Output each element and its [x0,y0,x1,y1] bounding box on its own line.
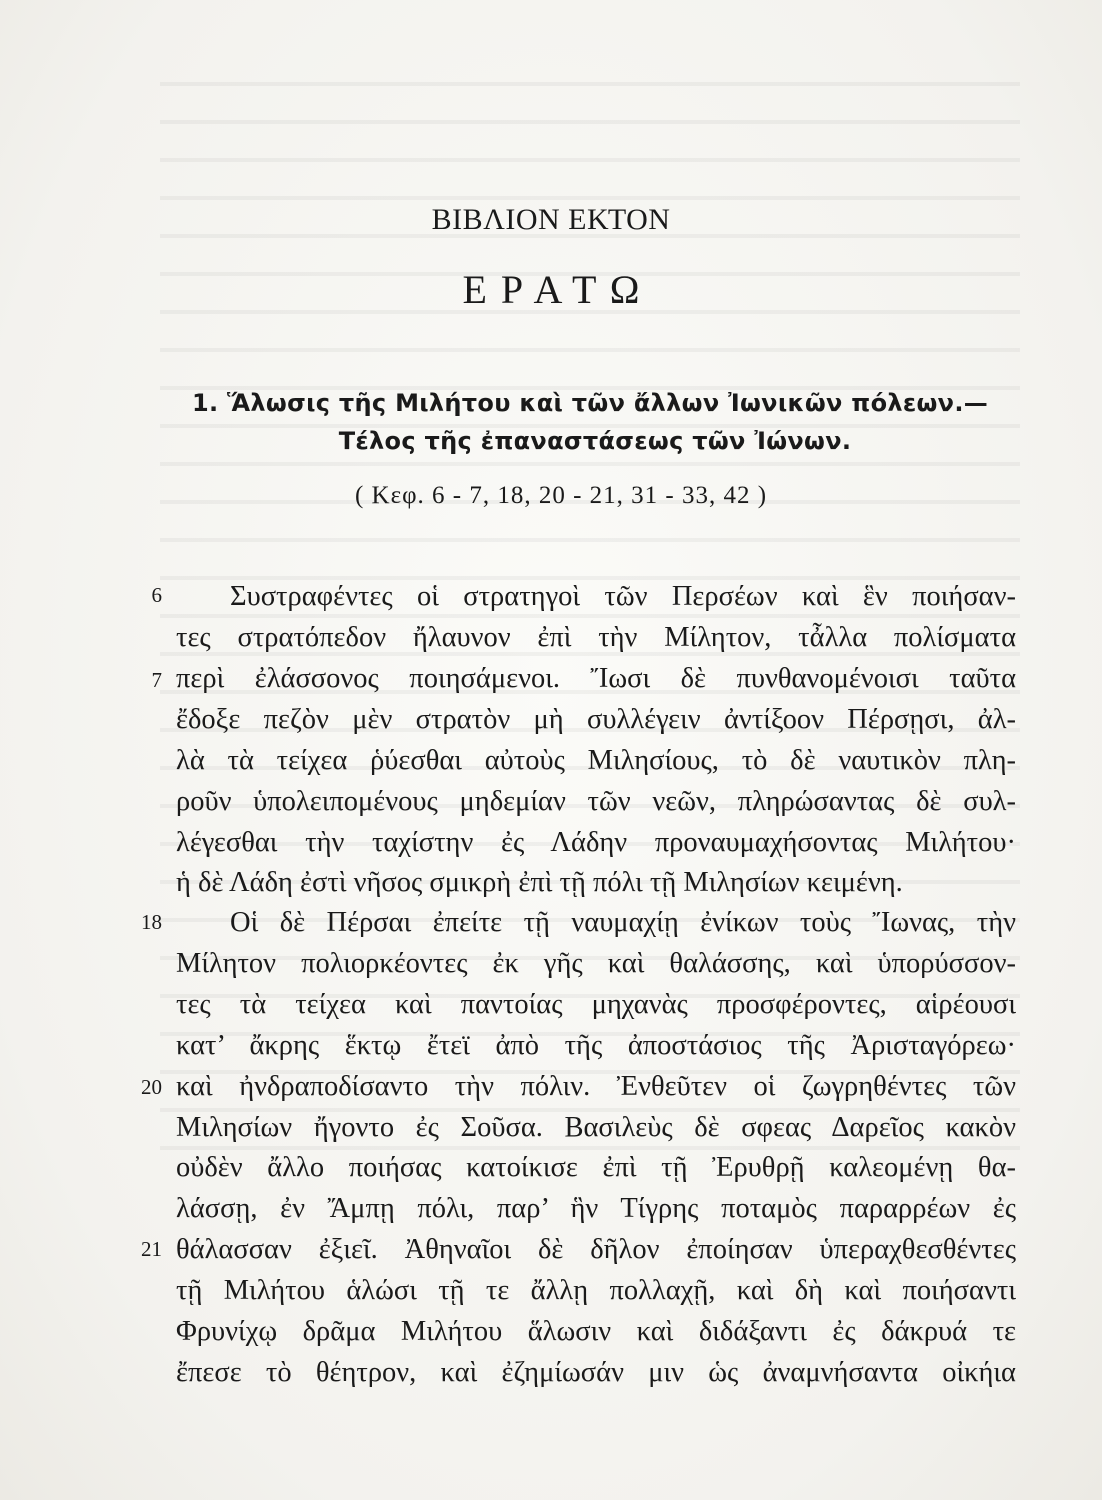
chapter-number: 20 [141,1075,162,1099]
book-name: ΕΡΑΤΩ [462,267,654,312]
text-line: Συστραφέντες οἱ στρατηγοὶ τῶν Περσέων καὶ ἓν ποιήσαν- [230,581,1016,612]
chapter-number: 21 [141,1237,162,1261]
text-line: τες τὰ τείχεα καὶ παντοίας μηχανὰς προσφέροντες, αἱρέουσι [176,989,1016,1020]
text-line: τες στρατόπεδον ἤλαυνον ἐπὶ τὴν Μίλητον, τἆλλα πολίσματα [176,622,1016,653]
text-line: Οἱ δὲ Πέρσαι ἐπείτε τῇ ναυμαχίῃ ἐνίκων τοὺς Ἴωνας, τὴν [230,907,1016,938]
text-line: οὐδὲν ἄλλο ποιήσας κατοίκισε ἐπὶ τῇ Ἐρυθρῇ καλεομένῃ θα- [176,1152,1016,1183]
text-line: καὶ ἠνδραποδίσαντο τὴν πόλιν. Ἐνθεῦτεν οἱ ζωγρηθέντες τῶν [176,1071,1016,1102]
text-line: κατ’ ἄκρης ἕκτῳ ἔτεϊ ἀπὸ τῆς ἀποστάσιος τῆς Ἀρισταγόρεω· [176,1030,1016,1061]
book-title: ΒΙΒΛΙΟΝ ΕΚΤΟΝ [431,203,671,236]
text-line: Μιλησίων ἤγοντο ἐς Σοῦσα. Βασιλεὺς δὲ σφεας Δαρεῖος κακὸν [176,1112,1016,1143]
text-line: ροῦν ὑπολειπομένους μηδεμίαν τῶν νεῶν, πληρώσαντας δὲ συλ- [176,786,1016,817]
text-line: Μίλητον πολιορκέοντες ἐκ γῆς καὶ θαλάσσης, καὶ ὑπορύσσον- [176,948,1016,979]
text-line: ἔδοξε πεζὸν μὲν στρατὸν μὴ συλλέγειν ἀντίξοον Πέρσῃσι, ἀλ- [176,704,1016,735]
text-line: ἔπεσε τὸ θέητρον, καὶ ἐζημίωσάν μιν ὡς ἀναμνήσαντα οἰκήια [176,1357,1016,1388]
text-line: λάσσῃ, ἐν Ἄμπῃ πόλι, παρ’ ἣν Τίγρης ποταμὸς παραρρέων ἐς [176,1193,1016,1224]
chapter-number: 7 [151,668,162,692]
text-line: θάλασσαν ἐξιεῖ. Ἀθηναῖοι δὲ δῆλον ἐποίησαν ὑπεραχθεσθέντες [176,1234,1016,1265]
chapter-number: 6 [151,583,162,607]
section-heading-line-2: Τέλος τῆς ἐπαναστάσεως τῶν Ἰώνων. [338,427,852,455]
text-line: περὶ ἐλάσσονος ποιησάμενοι. Ἴωσι δὲ πυνθανομένοισι ταῦτα [176,663,1016,694]
section-heading-line-1: 1. Ἅλωσις τῆς Μιλήτου καὶ τῶν ἄλλων Ἰωνικῶν πόλεων.— [191,389,989,417]
chapter-reference: ( Κεφ. 6 - 7, 18, 20 - 21, 31 - 33, 42 ) [354,482,768,509]
text-line: ἡ δὲ Λάδη ἐστὶ νῆσος σμικρὴ ἐπὶ τῇ πόλι τῇ Μιλησίων κειμένη. [176,867,903,898]
text-line: λέγεσθαι τὴν ταχίστην ἐς Λάδην προναυμαχήσοντας Μιλήτου· [176,827,1016,858]
chapter-number: 18 [141,910,162,934]
text-line: τῇ Μιλήτου ἁλώσι τῇ τε ἄλλῃ πολλαχῇ, καὶ δὴ καὶ ποιήσαντι [176,1275,1016,1306]
text-line: λὰ τὰ τείχεα ῥύεσθαι αὐτοὺς Μιλησίους, τὸ δὲ ναυτικὸν πλη- [176,745,1016,776]
text-line: Φρυνίχῳ δρᾶμα Μιλήτου ἅλωσιν καὶ διδάξαντι ἐς δάκρυά τε [176,1316,1016,1347]
